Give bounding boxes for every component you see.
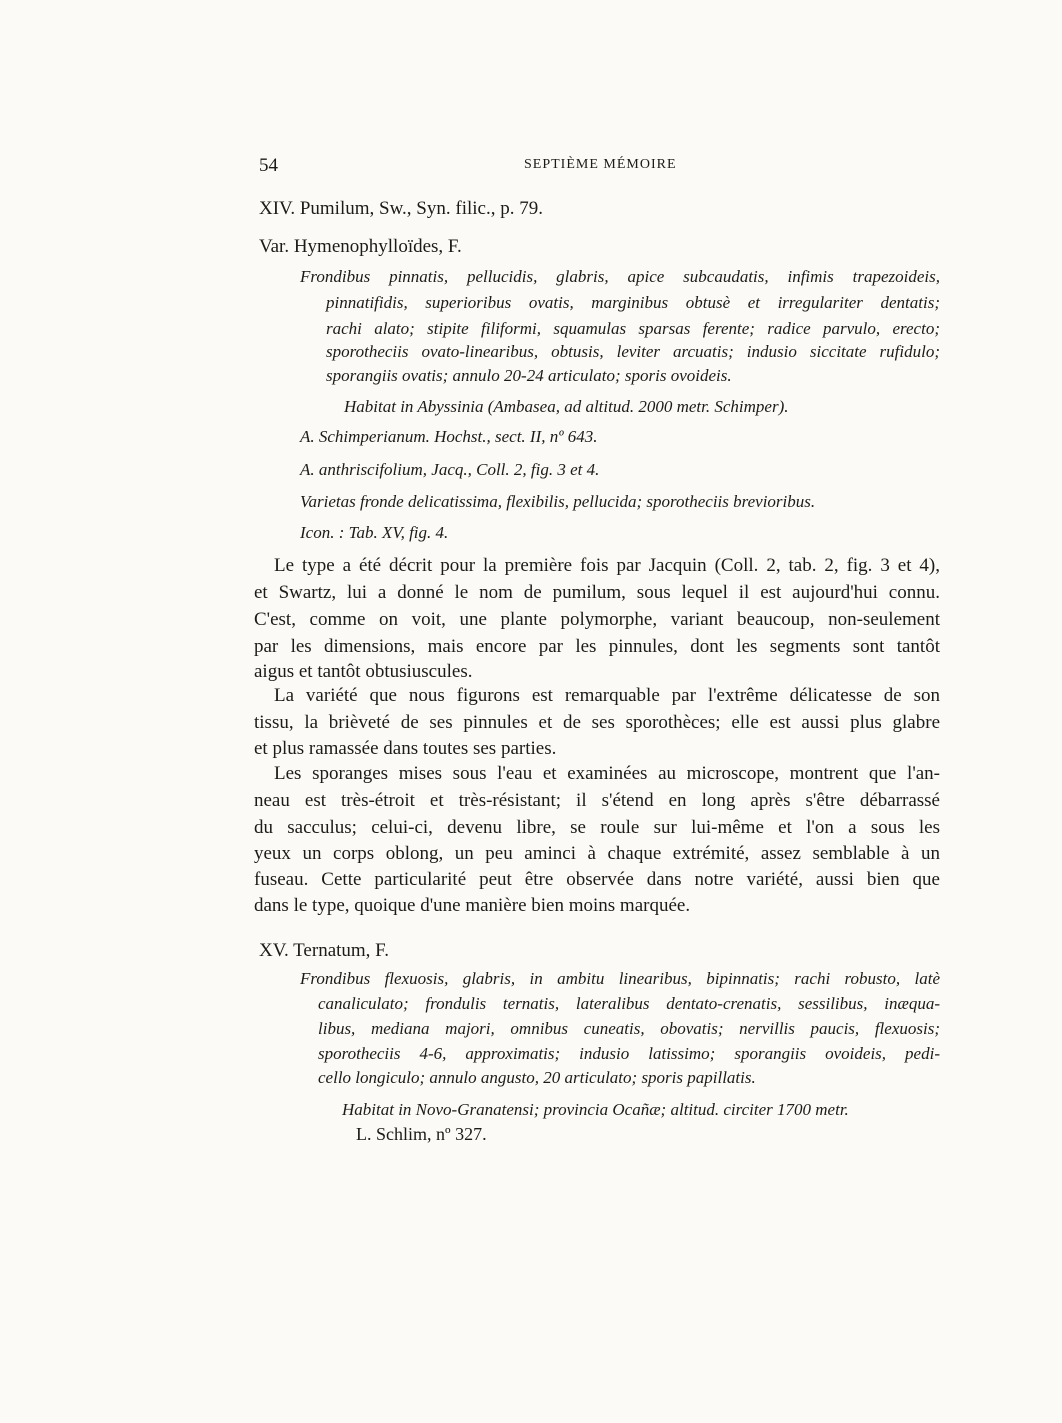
paragraph-line: aigus et tantôt obtusiuscules. [254,661,473,682]
running-title: SEPTIÈME MÉMOIRE [524,157,677,172]
diagnosis-line: canaliculato; frondulis ternatis, lateralibus dentato-crenatis, sessilibus, inæqua- [318,994,940,1013]
section-heading-xv: XV. Ternatum, F. [259,940,389,961]
diagnosis-line: libus, mediana majori, omnibus cuneatis, obovatis; nervillis paucis, flexuosis; [318,1019,940,1038]
paragraph-line: et plus ramassée dans toutes ses parties. [254,738,557,759]
paragraph-line: par les dimensions, mais encore par les pinnules, dont les segments sont tantôt [254,636,940,657]
paragraph-line: et Swartz, lui a donné le nom de pumilum, sous lequel il est aujourd'hui connu. [254,582,940,603]
paragraph-line: dans le type, quoique d'une manière bien moins marquée. [254,895,691,916]
diagnosis-line: cello longiculo; annulo angusto, 20 articulato; sporis papillatis. [318,1068,756,1087]
diagnosis-line: sporotheciis ovato-linearibus, obtusis, leviter arcuatis; indusio siccitate rufidulo; [326,342,940,361]
page-header [254,155,940,179]
habitat-line: Habitat in Novo-Granatensi; provincia Ocañæ; altitud. circiter 1700 metr. [342,1100,849,1119]
variety-heading: Var. Hymenophylloïdes, F. [259,236,462,257]
synonym-line: A. Schimperianum. Hochst., sect. II, nº 643. [300,427,598,446]
paragraph-line: La variété que nous figurons est remarquable par l'extrême délicatesse de son [274,685,940,706]
varietas-line: Varietas fronde delicatissima, flexibilis, pellucida; sporotheciis brevioribus. [300,492,816,511]
diagnosis-line: rachi alato; stipite filiformi, squamulas sparsas ferente; radice parvulo, erecto; [326,319,940,338]
diagnosis-line: sporangiis ovatis; annulo 20-24 articulato; sporis ovoideis. [326,366,732,385]
paragraph-line: neau est très-étroit et très-résistant; il s'étend en long après s'être débarrassé [254,790,940,811]
page-number: 54 [259,155,278,176]
paragraph-line: fuseau. Cette particularité peut être observée dans notre variété, aussi bien que [254,869,940,890]
paragraph-line: tissu, la brièveté de ses pinnules et de ses sporothèces; elle est aussi plus glabre [254,712,940,733]
diagnosis-line: sporotheciis 4-6, approximatis; indusio latissimo; sporangiis ovoideis, pedi- [318,1044,940,1063]
icon-reference: Icon. : Tab. XV, fig. 4. [300,523,449,542]
diagnosis-line: pinnatifidis, superioribus ovatis, marginibus obtusè et irregulariter dentatis; [326,293,940,312]
paragraph-line: du sacculus; celui-ci, devenu libre, se roule sur lui-même et l'on a sous les [254,817,940,838]
synonym-line: A. anthriscifolium, Jacq., Coll. 2, fig. 3 et 4. [300,460,600,479]
habitat-line: Habitat in Abyssinia (Ambasea, ad altitud. 2000 metr. Schimper). [344,397,789,416]
diagnosis-line: Frondibus pinnatis, pellucidis, glabris, apice subcaudatis, infimis trapezoideis, [300,267,940,286]
paragraph-line: Le type a été décrit pour la première fois par Jacquin (Coll. 2, tab. 2, fig. 3 et 4), [274,555,940,576]
diagnosis-line: Frondibus flexuosis, glabris, in ambitu linearibus, bipinnatis; rachi robusto, latè [300,969,940,988]
paragraph-line: Les sporanges mises sous l'eau et examinées au microscope, montrent que l'an- [274,763,940,784]
paragraph-line: C'est, comme on voit, une plante polymorphe, variant beaucoup, non-seulement [254,609,940,630]
paragraph-line: yeux un corps oblong, un peu aminci à chaque extrémité, assez semblable à un [254,843,940,864]
collector-line: L. Schlim, nº 327. [356,1124,487,1144]
section-heading-xiv: XIV. Pumilum, Sw., Syn. filic., p. 79. [259,198,543,219]
